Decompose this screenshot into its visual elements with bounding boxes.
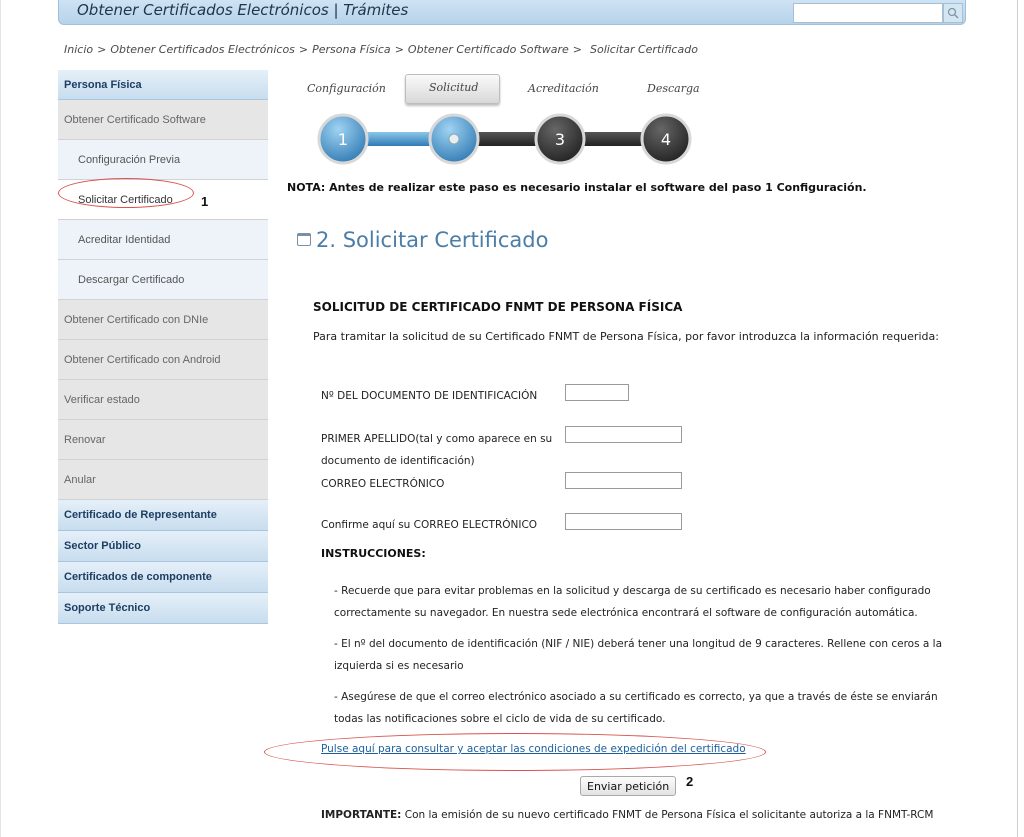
annotation-marker-1: 1 (201, 194, 209, 209)
sidebar-item-acreditar-identidad[interactable]: Acreditar Identidad (58, 220, 268, 260)
sidebar-section-sector-publico[interactable]: Sector Público (58, 531, 268, 562)
step-label-descarga[interactable]: Descarga (647, 82, 700, 95)
breadcrumb (64, 43, 698, 56)
confirm-email-label: Confirme aquí su CORREO ELECTRÓNICO (321, 519, 538, 531)
sidebar-section-componente[interactable]: Certificados de componente (58, 562, 268, 593)
search-button[interactable] (943, 3, 963, 23)
sidebar-item-renovar[interactable]: Renovar (58, 420, 268, 460)
nota-text (287, 181, 867, 194)
step-label-configuracion[interactable]: Configuración (307, 82, 386, 95)
nota-content: NOTA: Antes de realizar este paso es necesario instalar el software del paso 1 Configuración. (287, 181, 867, 194)
email-input[interactable] (565, 472, 682, 489)
important-text: Con la emisión de su nuevo certificado FNMT de Persona Física el solicitante autoriza a la FNMT-RCM (404, 809, 934, 821)
step-number-4: 4 (660, 130, 672, 149)
apellido-label: PRIMER APELLIDO(tal y como aparece en su documento de identificación) (321, 433, 553, 467)
top-header-bar (58, 0, 966, 25)
confirm-email-input[interactable] (565, 513, 682, 530)
breadcrumb-link-certificado-software[interactable]: Obtener Certificado Software (407, 43, 569, 56)
instructions-title: INSTRUCCIONES: (321, 547, 426, 560)
conditions-link[interactable]: Pulse aquí para consultar y aceptar las condiciones de expedición del certificado (321, 743, 746, 755)
current-step-dot-icon (449, 134, 459, 144)
email-label: CORREO ELECTRÓNICO (321, 478, 445, 490)
sidebar-item-certificado-software[interactable]: Obtener Certificado Software (58, 100, 268, 140)
doc-number-input[interactable] (565, 384, 629, 401)
important-label: IMPORTANTE: (321, 809, 402, 821)
sidebar-item-certificado-dnie[interactable]: Obtener Certificado con DNIe (58, 300, 268, 340)
search-input[interactable] (793, 3, 943, 23)
sidebar-item-anular[interactable]: Anular (58, 460, 268, 500)
page-right-edge (1017, 0, 1018, 837)
apellido-input[interactable] (565, 426, 682, 443)
sidebar-item-solicitar-certificado[interactable]: Solicitar Certificado (58, 180, 268, 220)
page-title (297, 228, 548, 252)
sidebar-section-representante[interactable]: Certificado de Representante (58, 500, 268, 531)
step-progress (315, 108, 695, 170)
calendar-icon (297, 233, 311, 246)
form-intro: Para tramitar la solicitud de su Certificado FNMT de Persona Física, por favor introduzca la información requerida: (313, 330, 939, 343)
sidebar-item-configuracion-previa[interactable]: Configuración Previa (58, 140, 268, 180)
sidebar-item-certificado-android[interactable]: Obtener Certificado con Android (58, 340, 268, 380)
sidebar-item-verificar-estado[interactable]: Verificar estado (58, 380, 268, 420)
page-left-edge (0, 0, 1, 837)
breadcrumb-separator: > (394, 43, 404, 56)
step-number-1: 1 (337, 130, 349, 149)
search-icon (947, 7, 959, 19)
breadcrumb-current: Solicitar Certificado (589, 43, 698, 56)
sidebar-heading-persona-fisica[interactable]: Persona Física (58, 70, 268, 100)
sidebar (58, 70, 268, 624)
breadcrumb-separator: > (298, 43, 309, 56)
annotation-marker-2: 2 (686, 774, 694, 789)
step-number-3: 3 (554, 130, 566, 149)
instruction-item: - Asegúrese de que el correo electrónico asociado a su certificado es correcto, ya que a través de éste se enviarán todas las notificaciones sobre el ciclo de vida de su certificado. (334, 691, 938, 725)
important-note (321, 809, 933, 821)
sidebar-item-descargar-certificado[interactable]: Descargar Certificado (58, 260, 268, 300)
breadcrumb-link-persona-fisica[interactable]: Persona Física (312, 43, 391, 56)
doc-number-label: Nº DEL DOCUMENTO DE IDENTIFICACIÓN (321, 390, 538, 402)
breadcrumb-separator: > (97, 43, 107, 56)
step-label-acreditacion[interactable]: Acreditación (528, 82, 599, 95)
breadcrumb-link-inicio[interactable]: Inicio (64, 43, 94, 56)
breadcrumb-separator: > (572, 43, 582, 56)
instruction-item: - El nº del documento de identificación (NIF / NIE) deberá tener una longitud de 9 caracteres. Rellene con ceros a la izquierda si es necesario (334, 638, 943, 672)
page-title-text: 2. Solicitar Certificado (316, 228, 549, 252)
form-title: SOLICITUD DE CERTIFICADO FNMT DE PERSONA FÍSICA (313, 300, 683, 314)
instruction-item: - Recuerde que para evitar problemas en la solicitud y descarga de su certificado es necesario haber configurado correctamente su navegador. En nuestra sede electrónica encontrará el software de configuración automática. (334, 585, 931, 619)
breadcrumb-link-obtener-certificados[interactable]: Obtener Certificados Electrónicos (110, 43, 295, 56)
step-label-solicitud[interactable]: Solicitud (429, 81, 479, 94)
site-title: Obtener Certificados Electrónicos | Trámites (77, 1, 409, 19)
submit-button[interactable]: Enviar petición (580, 776, 676, 796)
sidebar-section-soporte-tecnico[interactable]: Soporte Técnico (58, 593, 268, 624)
